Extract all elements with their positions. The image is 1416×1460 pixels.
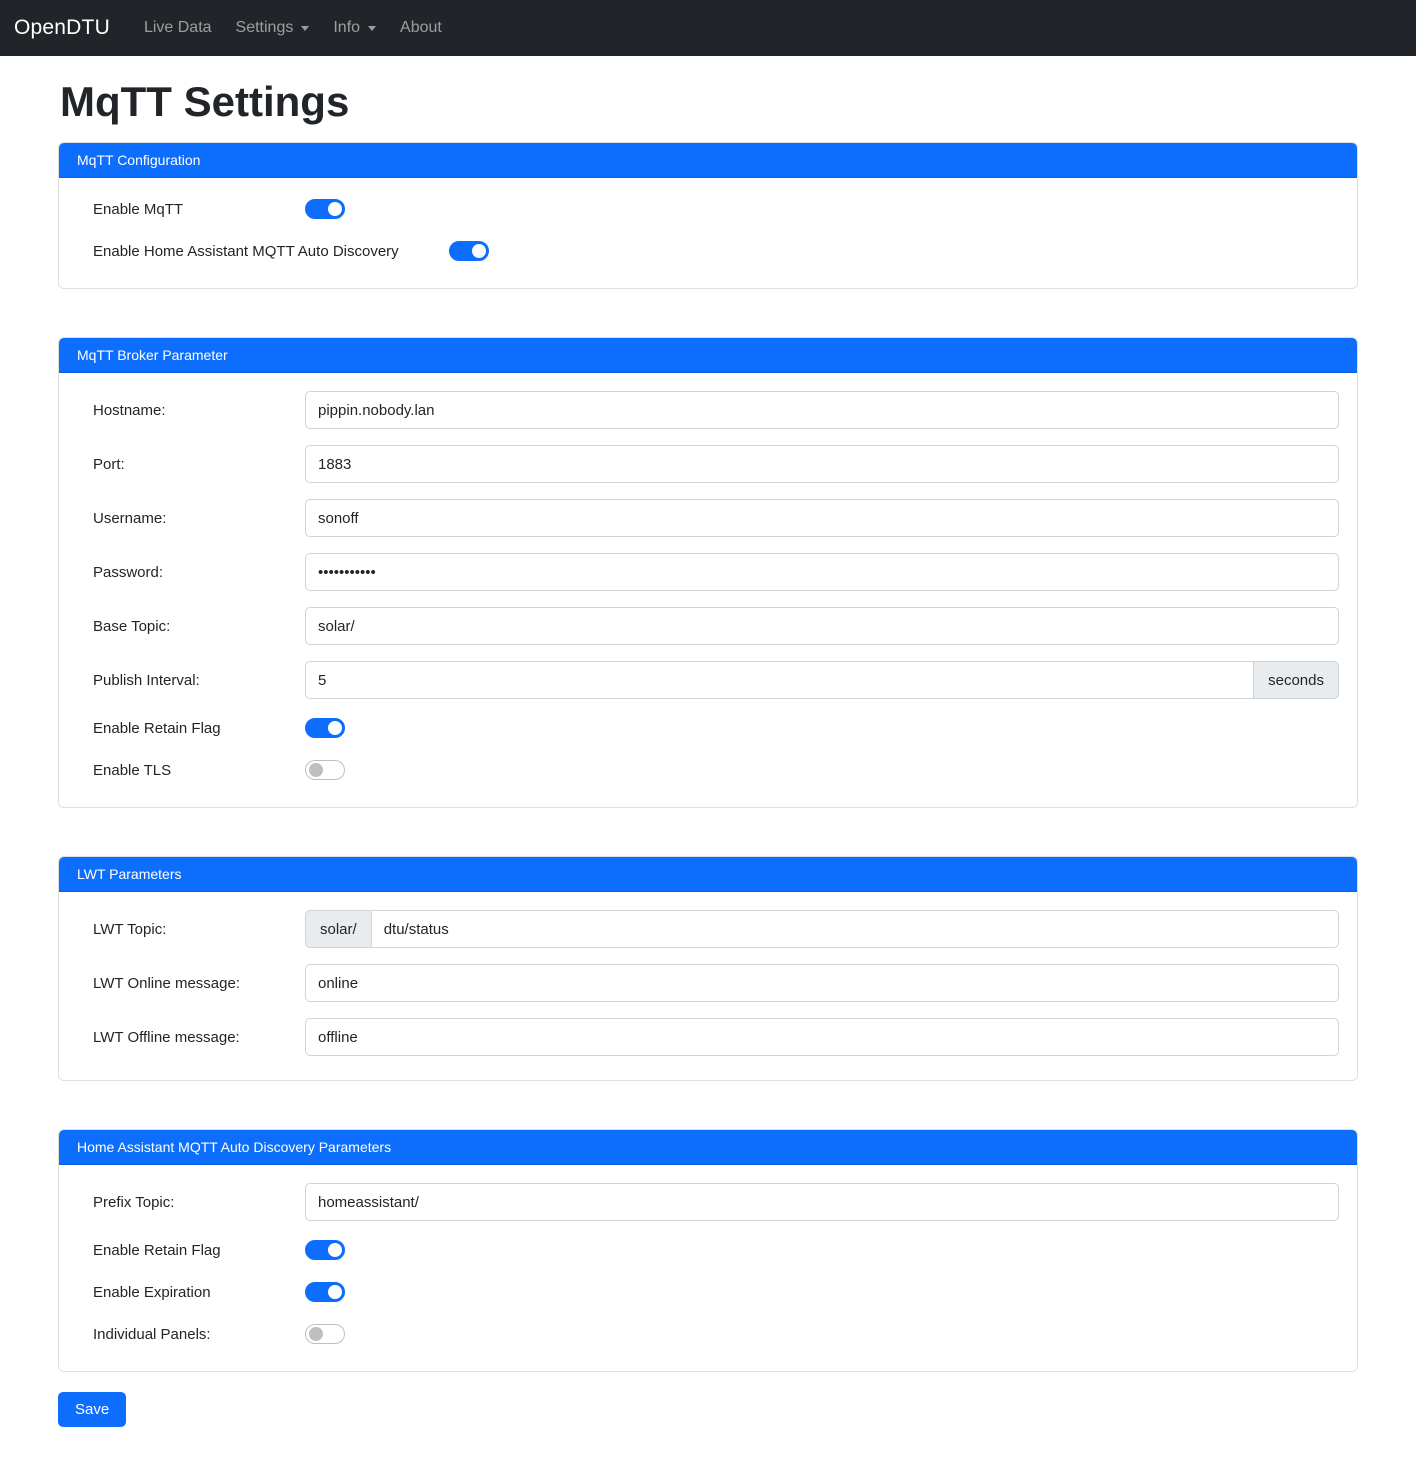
- field-publish-interval: [305, 661, 1339, 699]
- row-lwt-offline: [77, 1018, 1339, 1056]
- toggle-knob: [328, 721, 342, 735]
- label-ha-retain: Enable Retain Flag: [93, 1241, 221, 1259]
- row-broker-retain: [77, 715, 1339, 741]
- label-enable-tls: Enable TLS: [93, 761, 172, 779]
- base-topic-input[interactable]: [305, 607, 1339, 645]
- field-username: [305, 499, 1339, 537]
- toggle-knob: [472, 244, 486, 258]
- label-ha-expiration: Enable Expiration: [93, 1283, 211, 1301]
- row-base-topic: [77, 607, 1339, 645]
- toggle-knob: [328, 1285, 342, 1299]
- brand-opendtu[interactable]: OpenDTU: [14, 16, 110, 39]
- lwt-topic-prefix: solar/: [305, 910, 371, 948]
- field-prefix-topic: [305, 1183, 1339, 1221]
- toggle-broker-retain[interactable]: [305, 718, 345, 738]
- row-ha-retain: [77, 1237, 1339, 1263]
- label-username: Username:: [93, 509, 167, 527]
- save-button[interactable]: Save: [58, 1392, 126, 1427]
- card-body-homeassistant-discovery: [59, 1165, 1357, 1371]
- row-username: [77, 499, 1339, 537]
- toggle-knob: [309, 1327, 323, 1341]
- field-password: [305, 553, 1339, 591]
- page-title: MqTT Settings: [60, 78, 350, 125]
- toggle-knob: [309, 763, 323, 777]
- card-body-lwt-parameters: [59, 892, 1357, 1080]
- field-broker-retain: [305, 718, 1339, 738]
- row-lwt-topic: [77, 910, 1339, 948]
- toggle-knob: [328, 1243, 342, 1257]
- save-button-wrap: [58, 1392, 1358, 1427]
- lwt-topic-input[interactable]: [371, 910, 1339, 948]
- card-mqtt-configuration: [58, 142, 1358, 289]
- chevron-down-icon: [368, 26, 376, 31]
- prefix-topic-input[interactable]: [305, 1183, 1339, 1221]
- toggle-enable-ha-discovery[interactable]: [449, 241, 489, 261]
- password-input[interactable]: [305, 553, 1339, 591]
- row-lwt-online: [77, 964, 1339, 1002]
- field-lwt-topic: [305, 910, 1339, 948]
- label-password: Password:: [93, 563, 164, 581]
- row-enable-mqtt: [77, 196, 1339, 222]
- nav-item-live-data-label: Live Data: [143, 19, 212, 36]
- publish-interval-unit: seconds: [1254, 661, 1339, 699]
- lwt-online-input[interactable]: [305, 964, 1339, 1002]
- row-prefix-topic: [77, 1183, 1339, 1221]
- toggle-ha-retain[interactable]: [305, 1240, 345, 1260]
- toggle-knob: [328, 202, 342, 216]
- nav-item-info-label: Info: [333, 19, 361, 36]
- label-lwt-online: LWT Online message:: [93, 974, 241, 992]
- toggle-enable-mqtt[interactable]: [305, 199, 345, 219]
- field-port: [305, 445, 1339, 483]
- top-navbar: [0, 0, 1416, 56]
- username-input[interactable]: [305, 499, 1339, 537]
- label-broker-retain: Enable Retain Flag: [93, 719, 221, 737]
- row-port: [77, 445, 1339, 483]
- label-hostname: Hostname:: [93, 401, 166, 419]
- lwt-offline-input[interactable]: [305, 1018, 1339, 1056]
- field-hostname: [305, 391, 1339, 429]
- field-enable-mqtt: [305, 199, 1339, 219]
- field-individual-panels: [305, 1324, 1339, 1344]
- card-lwt-parameters: [58, 856, 1358, 1081]
- card-header-mqtt-configuration: MqTT Configuration: [59, 143, 1357, 178]
- nav-item-about-label: About: [400, 19, 442, 36]
- row-enable-ha-discovery: [77, 238, 1339, 264]
- card-header-homeassistant-discovery: Home Assistant MQTT Auto Discovery Parameters: [59, 1130, 1357, 1165]
- row-publish-interval: [77, 661, 1339, 699]
- nav-item-info[interactable]: [321, 11, 388, 45]
- card-homeassistant-discovery: [58, 1129, 1358, 1372]
- label-lwt-topic: LWT Topic:: [93, 920, 167, 938]
- card-body-mqtt-broker-parameter: [59, 373, 1357, 807]
- field-enable-tls: [305, 760, 1339, 780]
- field-lwt-online: [305, 964, 1339, 1002]
- main-content: [58, 142, 1358, 1427]
- nav-item-settings-label: Settings: [235, 19, 294, 36]
- field-base-topic: [305, 607, 1339, 645]
- port-input[interactable]: [305, 445, 1339, 483]
- nav-item-live-data[interactable]: [132, 11, 224, 45]
- nav-links: [132, 11, 454, 45]
- row-ha-expiration: [77, 1279, 1339, 1305]
- card-mqtt-broker-parameter: [58, 337, 1358, 808]
- nav-item-about[interactable]: [388, 11, 454, 45]
- card-header-lwt-parameters: LWT Parameters: [59, 857, 1357, 892]
- toggle-individual-panels[interactable]: [305, 1324, 345, 1344]
- label-enable-mqtt: Enable MqTT: [93, 200, 184, 218]
- label-base-topic: Base Topic:: [93, 617, 171, 635]
- toggle-enable-tls[interactable]: [305, 760, 345, 780]
- nav-item-settings[interactable]: [224, 11, 322, 45]
- card-header-mqtt-broker-parameter: MqTT Broker Parameter: [59, 338, 1357, 373]
- field-ha-retain: [305, 1240, 1339, 1260]
- publish-interval-input[interactable]: [305, 661, 1254, 699]
- row-password: [77, 553, 1339, 591]
- chevron-down-icon: [301, 26, 309, 31]
- toggle-ha-expiration[interactable]: [305, 1282, 345, 1302]
- label-lwt-offline: LWT Offline message:: [93, 1028, 240, 1046]
- field-lwt-offline: [305, 1018, 1339, 1056]
- card-body-mqtt-configuration: [59, 178, 1357, 288]
- label-individual-panels: Individual Panels:: [93, 1325, 211, 1343]
- row-individual-panels: [77, 1321, 1339, 1347]
- label-port: Port:: [93, 455, 125, 473]
- lwt-topic-group: [305, 910, 1339, 948]
- label-enable-ha-discovery: Enable Home Assistant MQTT Auto Discovery: [93, 242, 399, 260]
- label-prefix-topic: Prefix Topic:: [93, 1193, 175, 1211]
- row-hostname: [77, 391, 1339, 429]
- field-ha-expiration: [305, 1282, 1339, 1302]
- field-enable-ha-discovery: [449, 241, 1339, 261]
- publish-interval-group: [305, 661, 1339, 699]
- row-enable-tls: [77, 757, 1339, 783]
- hostname-input[interactable]: [305, 391, 1339, 429]
- label-publish-interval: Publish Interval:: [93, 671, 200, 689]
